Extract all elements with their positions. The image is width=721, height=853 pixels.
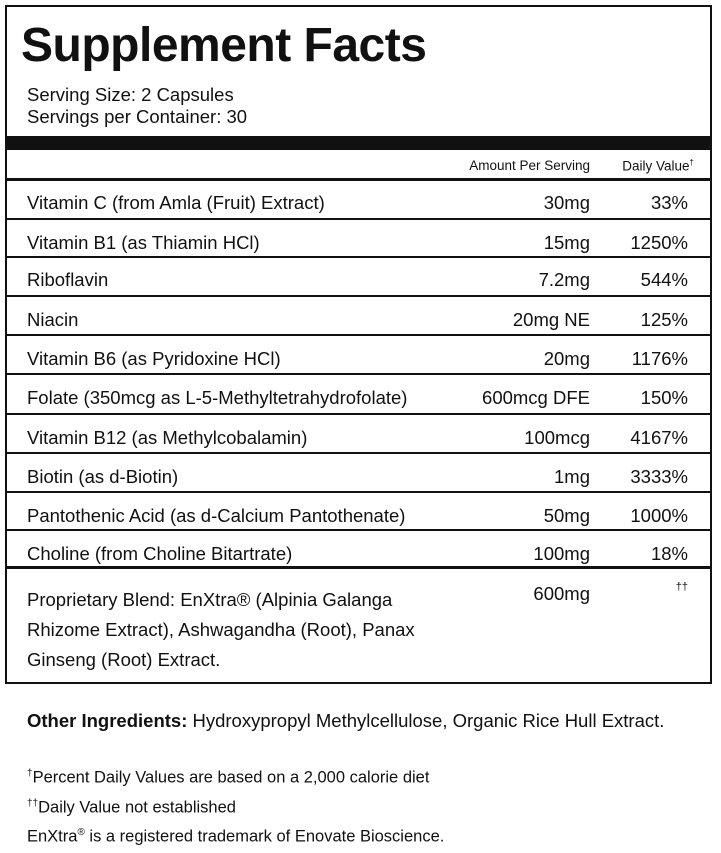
row-divider bbox=[7, 491, 710, 493]
nutrient-daily-value: 3333% bbox=[630, 466, 688, 487]
footnote-percent: †Percent Daily Values are based on a 2,000 calorie diet bbox=[27, 768, 430, 787]
nutrient-daily-value: 1176% bbox=[631, 348, 688, 369]
row-divider bbox=[7, 529, 710, 531]
nutrient-name: Choline (from Choline Bitartrate) bbox=[27, 543, 293, 564]
row-divider bbox=[7, 334, 710, 336]
nutrient-name: Pantothenic Acid (as d-Calcium Pantothenate) bbox=[27, 505, 406, 526]
nutrient-name: Vitamin B12 (as Methylcobalamin) bbox=[27, 427, 308, 448]
daily-value-column-header: Daily Value† bbox=[622, 158, 694, 174]
nutrient-amount: 100mcg bbox=[524, 427, 590, 448]
thick-divider bbox=[7, 136, 710, 150]
footnote-dv: ††Daily Value not established bbox=[27, 798, 236, 817]
row-divider bbox=[7, 178, 710, 181]
nutrient-daily-value: 1250% bbox=[630, 232, 688, 253]
nutrient-amount: 1mg bbox=[554, 466, 590, 487]
nutrient-amount: 20mg NE bbox=[512, 309, 590, 330]
nutrient-daily-value: 125% bbox=[640, 309, 688, 330]
row-divider bbox=[7, 218, 710, 220]
nutrient-amount: 20mg bbox=[543, 348, 590, 369]
nutrient-daily-value: 1000% bbox=[630, 505, 688, 526]
servings-per-container: Servings per Container: 30 bbox=[27, 106, 248, 127]
proprietary-blend-name: Proprietary Blend: EnXtra® (Alpinia Galanga Rhizome Extract), Ashwagandha (Root), Panax Ginseng (Root) Extract. bbox=[27, 589, 415, 670]
proprietary-blend-amount: 600mg bbox=[533, 583, 590, 604]
nutrient-name: Biotin (as d-Biotin) bbox=[27, 466, 179, 487]
nutrient-daily-value: 544% bbox=[640, 269, 688, 290]
nutrient-amount: 600mcg DFE bbox=[482, 387, 590, 408]
panel-title: Supplement Facts bbox=[21, 19, 427, 72]
proprietary-blend-dv: †† bbox=[675, 581, 688, 593]
nutrient-name: Vitamin B1 (as Thiamin HCl) bbox=[27, 232, 260, 253]
row-divider bbox=[7, 413, 710, 415]
serving-size: Serving Size: 2 Capsules bbox=[27, 84, 234, 105]
nutrient-daily-value: 150% bbox=[640, 387, 688, 408]
blend-divider bbox=[7, 566, 710, 569]
footnote-trademark: EnXtra® is a registered trademark of Enovate Bioscience. bbox=[27, 827, 445, 846]
nutrient-amount: 7.2mg bbox=[538, 269, 590, 290]
nutrient-amount: 100mg bbox=[533, 543, 590, 564]
nutrient-daily-value: 4167% bbox=[630, 427, 688, 448]
nutrient-name: Vitamin B6 (as Pyridoxine HCl) bbox=[27, 348, 281, 369]
nutrient-amount: 30mg bbox=[543, 192, 590, 213]
row-divider bbox=[7, 295, 710, 297]
nutrient-amount: 50mg bbox=[543, 505, 590, 526]
row-divider bbox=[7, 373, 710, 375]
nutrient-name: Niacin bbox=[27, 309, 79, 330]
other-ingredients: Other Ingredients: Hydroxypropyl Methylcellulose, Organic Rice Hull Extract. bbox=[27, 710, 665, 731]
nutrient-name: Vitamin C (from Amla (Fruit) Extract) bbox=[27, 192, 325, 213]
nutrient-amount: 15mg bbox=[543, 232, 590, 253]
nutrient-daily-value: 33% bbox=[650, 192, 688, 213]
nutrient-daily-value: 18% bbox=[650, 543, 688, 564]
nutrient-name: Riboflavin bbox=[27, 269, 109, 290]
row-divider bbox=[7, 452, 710, 454]
amount-column-header: Amount Per Serving bbox=[469, 158, 590, 173]
row-divider bbox=[7, 256, 710, 258]
nutrient-name: Folate (350mcg as L-5-Methyltetrahydrofolate) bbox=[27, 387, 408, 408]
